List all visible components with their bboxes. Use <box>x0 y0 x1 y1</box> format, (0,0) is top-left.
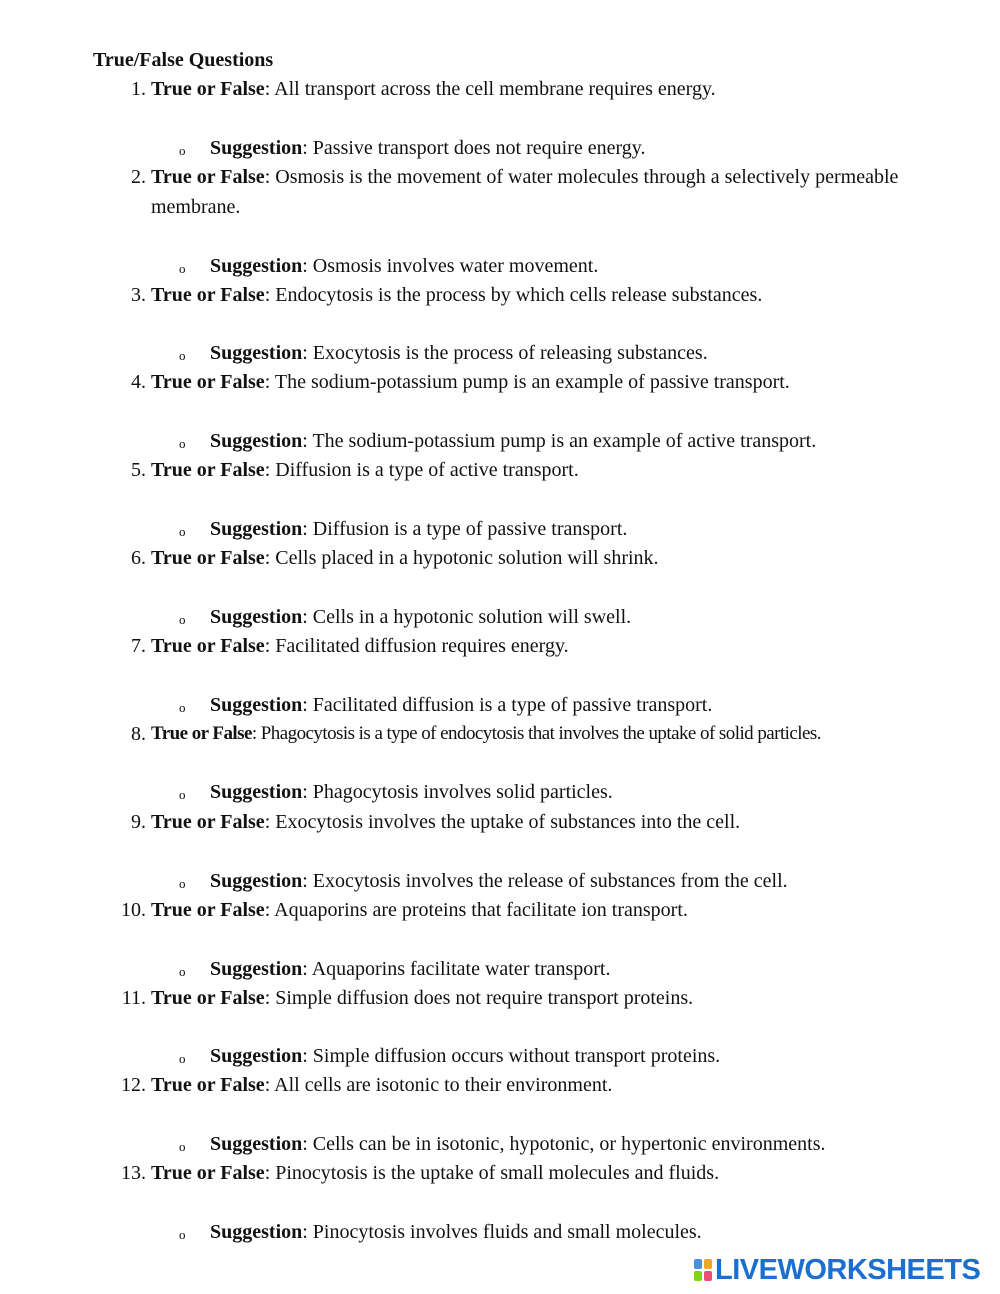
suggestion-statement: : Aquaporins facilitate water transport. <box>302 958 611 980</box>
question-number: 10. <box>121 899 146 921</box>
suggestion-text <box>210 602 970 632</box>
question-statement: : Cells placed in a hypotonic solution will shrink. <box>264 547 659 569</box>
suggestion-label: Suggestion <box>210 342 303 364</box>
question-statement: : Diffusion is a type of active transport. <box>264 459 579 481</box>
question-text <box>151 455 961 485</box>
suggestion-label: Suggestion <box>210 870 303 892</box>
question-statement: : Simple diffusion does not require transport proteins. <box>264 987 694 1009</box>
logo-square-icon <box>694 1271 702 1281</box>
suggestion-statement: : Exocytosis is the process of releasing substances. <box>302 342 708 364</box>
bullet-icon: o <box>179 1051 186 1066</box>
true-false-label: True or False <box>151 1074 265 1096</box>
suggestion-text <box>210 690 970 720</box>
suggestion-text <box>210 426 970 456</box>
question-text <box>151 719 961 749</box>
bullet-icon: o <box>179 1227 186 1242</box>
question-text <box>151 367 961 397</box>
logo-square-icon <box>704 1259 712 1269</box>
question-text <box>151 631 961 661</box>
page-title: True/False Questions <box>93 49 274 71</box>
bullet-icon: o <box>179 261 186 276</box>
suggestion-label: Suggestion <box>210 606 303 628</box>
suggestion-label: Suggestion <box>210 1045 303 1067</box>
suggestion-text <box>210 1041 970 1071</box>
suggestion-text <box>210 338 970 368</box>
bullet-icon: o <box>179 524 186 539</box>
true-false-label: True or False <box>151 899 265 921</box>
question-statement: : Osmosis is the movement of water molecules through a selectively permeable membrane. <box>151 166 899 218</box>
true-false-label: True or False <box>151 811 265 833</box>
question-statement: : The sodium-potassium pump is an example of passive transport. <box>264 371 790 393</box>
suggestion-label: Suggestion <box>210 694 303 716</box>
true-false-label: True or False <box>151 1162 265 1184</box>
suggestion-label: Suggestion <box>210 518 303 540</box>
suggestion-text <box>210 1129 970 1159</box>
question-number: 12. <box>121 1074 146 1096</box>
suggestion-statement: : Passive transport does not require energy. <box>302 137 646 159</box>
question-number: 5. <box>131 459 146 481</box>
question-number: 13. <box>121 1162 146 1184</box>
liveworksheets-logo-icon <box>693 1258 713 1282</box>
question-statement: : Pinocytosis is the uptake of small molecules and fluids. <box>264 1162 720 1184</box>
suggestion-statement: : Osmosis involves water movement. <box>302 255 599 277</box>
suggestion-text <box>210 1217 970 1247</box>
bullet-icon: o <box>179 348 186 363</box>
suggestion-statement: : Phagocytosis involves solid particles. <box>302 781 613 803</box>
suggestion-statement: : The sodium-potassium pump is an example of active transport. <box>302 430 817 452</box>
suggestion-statement: : Exocytosis involves the release of substances from the cell. <box>302 870 788 892</box>
suggestion-statement: : Simple diffusion occurs without transport proteins. <box>302 1045 721 1067</box>
true-false-label: True or False <box>151 78 265 100</box>
suggestion-statement: : Diffusion is a type of passive transport. <box>302 518 628 540</box>
question-statement: : Facilitated diffusion requires energy. <box>264 635 569 657</box>
bullet-icon: o <box>179 436 186 451</box>
suggestion-text <box>210 866 970 896</box>
question-text <box>151 983 961 1013</box>
bullet-icon: o <box>179 964 186 979</box>
question-number: 3. <box>131 284 146 306</box>
question-statement: : All transport across the cell membrane requires energy. <box>264 78 716 100</box>
question-text <box>151 1070 961 1100</box>
true-false-label: True or False <box>151 459 265 481</box>
true-false-label: True or False <box>151 635 265 657</box>
true-false-label: True or False <box>151 166 265 188</box>
brand-name: LIVEWORKSHEETS <box>715 1253 981 1286</box>
question-text <box>151 543 961 573</box>
true-false-label: True or False <box>151 371 265 393</box>
suggestion-text <box>210 514 970 544</box>
bullet-icon: o <box>179 700 186 715</box>
question-number: 7. <box>131 635 146 657</box>
suggestion-label: Suggestion <box>210 1221 303 1243</box>
question-number: 11. <box>121 987 146 1009</box>
suggestion-statement: : Facilitated diffusion is a type of passive transport. <box>302 694 713 716</box>
suggestion-statement: : Cells in a hypotonic solution will swell. <box>302 606 632 628</box>
bullet-icon: o <box>179 612 186 627</box>
suggestion-text <box>210 251 970 281</box>
question-statement: : Phagocytosis is a type of endocytosis that involves the uptake of solid particles. <box>251 723 821 744</box>
suggestion-label: Suggestion <box>210 137 303 159</box>
question-number: 8. <box>131 723 146 745</box>
suggestion-text <box>210 133 970 163</box>
bullet-icon: o <box>179 143 186 158</box>
logo-square-icon <box>694 1259 702 1269</box>
question-number: 1. <box>131 78 146 100</box>
true-false-label: True or False <box>151 547 265 569</box>
suggestion-statement: : Cells can be in isotonic, hypotonic, or hypertonic environments. <box>302 1133 826 1155</box>
suggestion-statement: : Pinocytosis involves fluids and small molecules. <box>302 1221 702 1243</box>
suggestion-label: Suggestion <box>210 255 303 277</box>
true-false-label: True or False <box>151 284 265 306</box>
question-statement: : All cells are isotonic to their environment. <box>264 1074 613 1096</box>
question-text <box>151 280 961 310</box>
question-number: 9. <box>131 811 146 833</box>
suggestion-label: Suggestion <box>210 958 303 980</box>
question-text <box>151 1158 961 1188</box>
suggestion-label: Suggestion <box>210 781 303 803</box>
question-number: 4. <box>131 371 146 393</box>
question-statement: : Exocytosis involves the uptake of substances into the cell. <box>264 811 741 833</box>
question-text <box>151 162 961 222</box>
suggestion-text <box>210 954 970 984</box>
question-text <box>151 895 961 925</box>
true-false-label: True or False <box>151 723 252 744</box>
question-number: 6. <box>131 547 146 569</box>
liveworksheets-brand <box>693 1255 980 1285</box>
question-statement: : Endocytosis is the process by which cells release substances. <box>264 284 763 306</box>
bullet-icon: o <box>179 1139 186 1154</box>
bullet-icon: o <box>179 876 186 891</box>
question-number: 2. <box>131 166 146 188</box>
question-text <box>151 74 961 104</box>
question-statement: : Aquaporins are proteins that facilitate ion transport. <box>264 899 688 921</box>
true-false-label: True or False <box>151 987 265 1009</box>
suggestion-label: Suggestion <box>210 430 303 452</box>
suggestion-label: Suggestion <box>210 1133 303 1155</box>
question-text <box>151 807 961 837</box>
logo-square-icon <box>704 1271 712 1281</box>
suggestion-text <box>210 777 970 807</box>
bullet-icon: o <box>179 787 186 802</box>
